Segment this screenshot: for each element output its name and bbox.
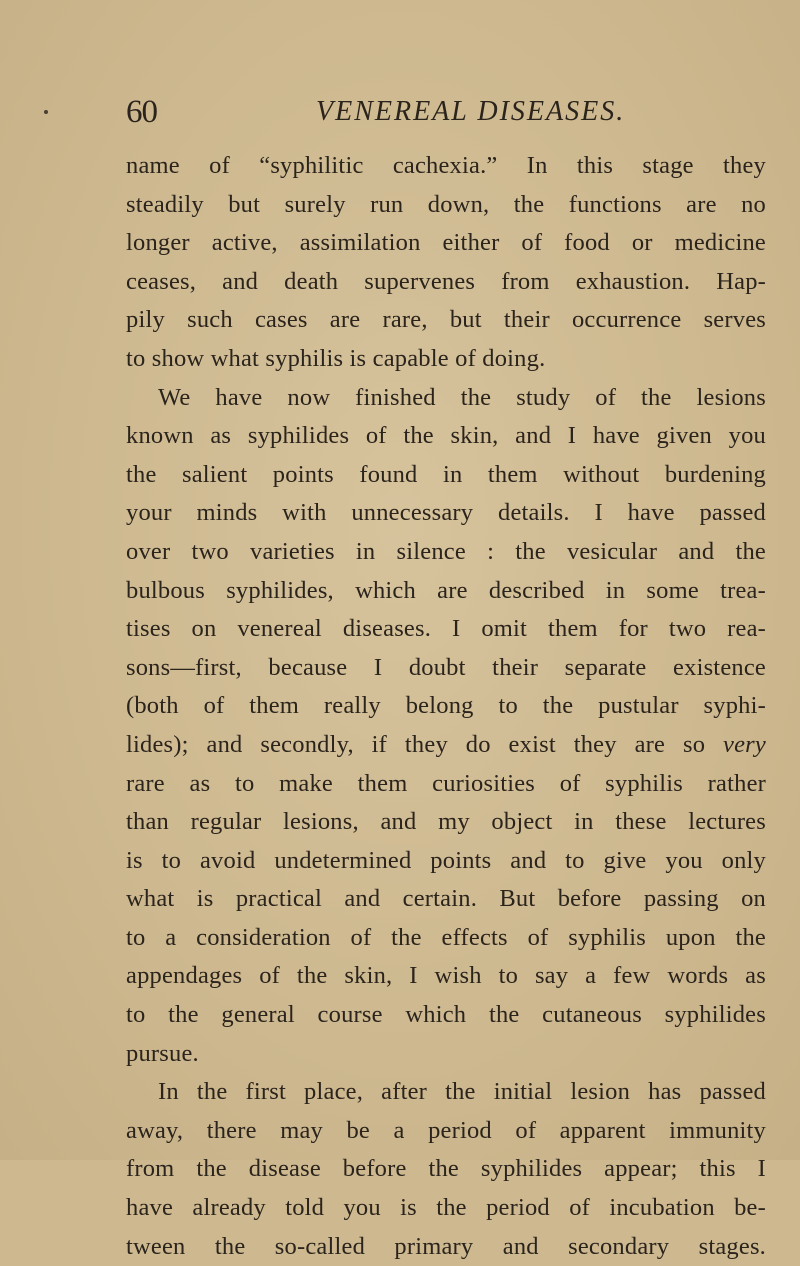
text-line: to the general course which the cutaneous syphilides [126,1001,766,1029]
text-line: have already told you is the period of incubation be- [126,1194,766,1222]
text-line-with-italic [126,726,766,765]
body-text [126,147,766,1266]
text-line: In the first place, after the initial lesion has passed [158,1078,766,1106]
text-line: appendages of the skin, I wish to say a few words as [126,962,766,990]
text-line: is to avoid undetermined points and to give you only [126,846,766,874]
text-line: pursue. [126,1039,199,1067]
text-line: tween the so-called primary and secondary stages. [126,1232,766,1260]
text-line: pily such cases are rare, but their occurrence serves [126,306,766,334]
text-line: your minds with unnecessary details. I have passed [126,499,766,527]
text-line: the salient points found in them without burdening [126,460,766,488]
running-head: VENEREAL DISEASES. [316,96,626,127]
text-line: bulbous syphilides, which are described in some trea- [126,576,766,604]
text-line: ceases, and death supervenes from exhaustion. Hap- [126,267,766,295]
text-line: to show what syphilis is capable of doing. [126,344,546,372]
text-line: over two varieties in silence : the vesicular and the [126,537,766,565]
text-line: to a consideration of the effects of syphilis upon the [126,923,766,951]
italic-word: very [723,730,766,758]
text-line: longer active, assimilation either of food or medicine [126,229,766,257]
text-line: tises on venereal diseases. I omit them for two rea- [126,615,766,643]
page-header [126,92,766,132]
text-line: steadily but surely run down, the functions are no [126,190,766,218]
text-line: what is practical and certain. But before passing on [126,885,766,913]
text-line-part: lides); and secondly, if they do exist they are so [126,730,724,758]
text-line: than regular lesions, and my object in these lectures [126,808,766,836]
text-line: We have now finished the study of the lesions [158,383,766,411]
text-line: away, there may be a period of apparent immunity [126,1116,766,1144]
text-line: from the disease before the syphilides appear; this I [126,1155,766,1183]
margin-speck [44,110,48,114]
text-line: sons—first, because I doubt their separate existence [126,653,766,681]
text-line: known as syphilides of the skin, and I have given you [126,422,766,450]
page-number: 60 [126,94,157,130]
text-line: name of “syphilitic cachexia.” In this stage they [126,152,766,179]
text-line: (both of them really belong to the pustular syphi- [126,692,766,720]
text-line: rare as to make them curiosities of syphilis rather [126,769,766,797]
